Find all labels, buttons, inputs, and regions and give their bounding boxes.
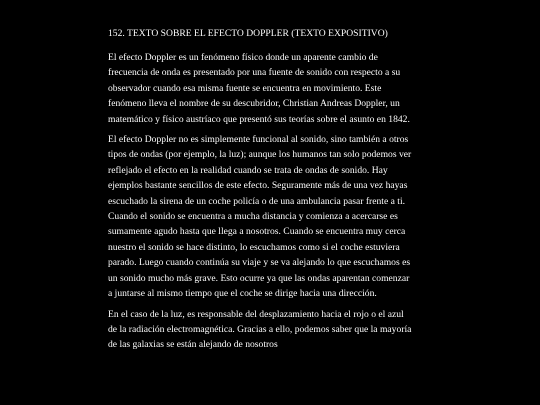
- paragraph-1: [108, 50, 432, 127]
- paragraph-line: a juntarse al mismo tiempo que el coche se dirige hacia una dirección.: [108, 288, 377, 300]
- paragraph-line: un sonido mucho más grave. Esto ocurre ya que las ondas aparentan comenzar: [108, 272, 410, 284]
- paragraph-3: [108, 307, 432, 353]
- paragraph-line: escuchado la sirena de un coche policía o de una ambulancia pasar frente a ti.: [108, 195, 406, 207]
- paragraph-line: El efecto Doppler no es simplemente funcional al sonido, sino también a otros: [108, 134, 409, 146]
- paragraph-line: matemático y físico austríaco que presentó sus teorías sobre el asunto en 1842.: [108, 113, 410, 125]
- paragraph-line: frecuencia de onda es presentado por una fuente de sonido con respecto a su: [108, 67, 401, 79]
- paragraph-line: En el caso de la luz, es responsable del desplazamiento hacia el rojo o el azul: [108, 308, 404, 320]
- paragraph-line: reflejado el efecto en la realidad cuando se trata de ondas de sonido. Hay: [108, 164, 388, 176]
- paragraph-line: ejemplos bastante sencillos de este efecto. Seguramente más de una vez hayas: [108, 180, 408, 192]
- paragraph-line: nuestro el sonido se hace distinto, lo escuchamos como si el coche estuviera: [108, 241, 400, 253]
- paragraph-line: observador cuando esa misma fuente se encuentra en movimiento. Este: [108, 82, 382, 94]
- paragraph-line: parado. Luego cuando continúa su viaje y se va alejando lo que escuchamos es: [108, 257, 411, 269]
- document-page: [108, 27, 432, 358]
- paragraph-line: sumamente agudo hasta que llega a nosotros. Cuando se encuentra muy cerca: [108, 226, 406, 238]
- paragraph-line: de las galaxias se están alejando de nosotros: [108, 339, 278, 351]
- paragraph-line: Cuando el sonido se encuentra a mucha distancia y comienza a acercarse es: [108, 211, 398, 223]
- paragraph-line: tipos de ondas (por ejemplo, la luz); aunque los humanos tan solo podemos ver: [108, 149, 412, 161]
- paragraph-line: El efecto Doppler es un fenómeno físico donde un aparente cambio de: [108, 52, 378, 63]
- document-title: 152. TEXTO SOBRE EL EFECTO DOPPLER (TEXTO EXPOSITIVO): [108, 28, 388, 39]
- paragraph-2: [108, 132, 432, 301]
- paragraph-line: de la radiación electromagnética. Gracias a ello, podemos saber que la mayoría: [108, 323, 412, 335]
- paragraph-line: fenómeno lleva el nombre de su descubridor, Christian Andreas Doppler, un: [108, 98, 400, 110]
